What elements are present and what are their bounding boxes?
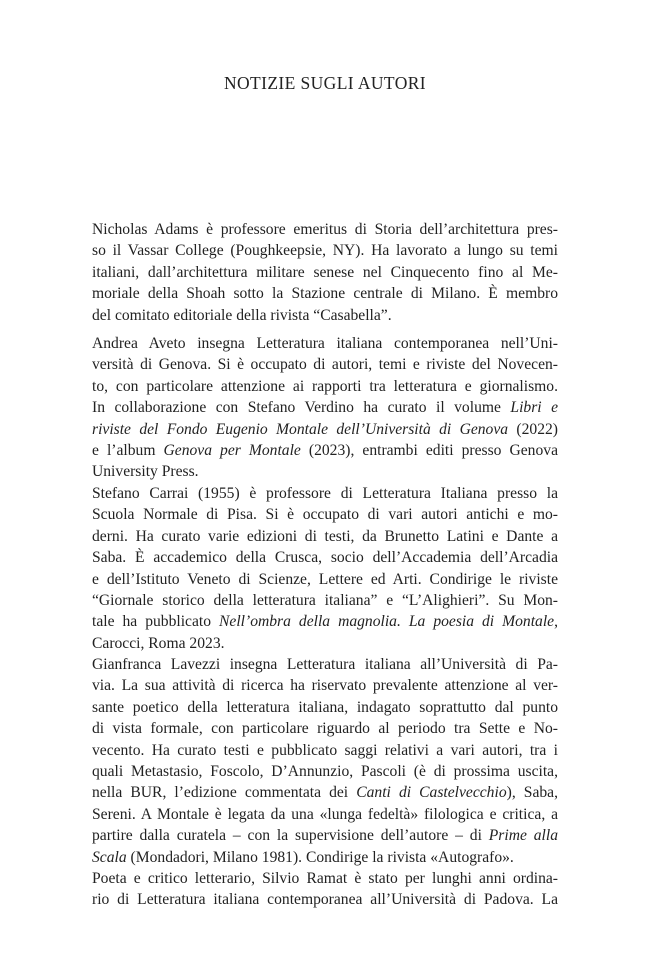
author-bio-lavezzi <box>92 654 558 868</box>
bio-line: e dell’Istituto Veneto di Scienze, Lettere ed Arti. Condirige le riviste <box>92 570 558 588</box>
bio-line: Stefano Carrai (1955) è professore di Letteratura Italiana presso la <box>92 485 558 502</box>
bio-line: via. La sua attività di ricerca ha riservato prevalente attenzione al ver- <box>92 677 558 695</box>
book-title: Canti di Castelvecchio <box>356 784 507 802</box>
bio-line: Scuola Normale di Pisa. Si è occupato di vari autori antichi e mo- <box>92 506 558 524</box>
bio-line <box>92 825 558 846</box>
bio-line: Gianfranca Lavezzi insegna Letteratura italiana all’Università di Pa- <box>92 656 558 673</box>
book-title: Libri e <box>510 399 558 417</box>
bio-line: to, con particolare attenzione ai rapporti tra letteratura e giornalismo. <box>92 377 558 395</box>
author-bio-carrai <box>92 483 558 654</box>
bio-line: University Press. <box>92 463 199 481</box>
bio-text: In collaborazione con Stefano Verdino ha curato il volume <box>92 399 511 417</box>
bio-line <box>92 419 558 440</box>
bio-text: (2022) <box>508 420 558 438</box>
bio-line <box>92 847 558 868</box>
page-title: NOTIZIE SUGLI AUTORI <box>223 73 427 93</box>
bio-text: ), Saba, <box>506 784 558 802</box>
bio-text: nella BUR, l’edizione commentata dei <box>92 784 357 802</box>
bio-line <box>92 611 558 632</box>
bio-line: Nicholas Adams è professore emeritus di Storia dell’architettura pres- <box>92 221 558 238</box>
book-title: Prime alla <box>488 827 558 845</box>
bio-text: (2023), entrambi editi presso Genova <box>300 441 558 459</box>
bio-line: sante poetico della letteratura italiana, indagato soprattutto dal punto <box>92 698 558 716</box>
bio-line: so il Vassar College (Poughkeepsie, NY). Ha lavorato a lungo su temi <box>92 242 558 260</box>
bio-line: moriale della Shoah sotto la Stazione centrale di Milano. È membro <box>92 285 558 303</box>
bio-text: , <box>554 613 559 631</box>
bio-line: vecento. Ha curato testi e pubblicato saggi relativi a vari autori, tra i <box>92 741 558 759</box>
bio-line: del comitato editoriale della rivista “Casabella”. <box>92 306 392 324</box>
bio-text: (Mondadori, Milano 1981). Condirige la rivista «Autografo». <box>126 848 514 866</box>
book-title: Nell’ombra della magnolia. La poesia di Montale <box>219 613 555 631</box>
bio-text: tale ha pubblicato <box>92 613 220 631</box>
bio-text: e l’album <box>92 441 164 459</box>
author-bio-adams <box>92 219 558 326</box>
bio-line: “Giornale storico della letteratura italiana” e “L’Alighieri”. Su Mon- <box>92 591 558 609</box>
book-title: Scala <box>92 848 127 866</box>
author-bio-aveto <box>92 333 558 483</box>
book-title: riviste del Fondo Eugenio Montale dell’Università di Genova <box>92 420 509 438</box>
author-bio-ramat <box>92 868 558 911</box>
bio-line <box>92 440 558 461</box>
book-title: Genova per Montale <box>163 441 301 459</box>
bio-line: derni. Ha curato varie edizioni di testi, da Brunetto Latini e Dante a <box>92 527 558 545</box>
bio-line: Andrea Aveto insegna Letteratura italiana contemporanea nell’Uni- <box>92 335 558 352</box>
bio-line: quali Metastasio, Foscolo, D’Annunzio, Pascoli (è di prossima uscita, <box>92 762 558 780</box>
bio-line: Sereni. A Montale è legata da una «lunga fedeltà» filologica e critica, a <box>92 805 558 823</box>
bio-line: rio di Letteratura italiana contemporanea all’Università di Padova. La <box>92 891 558 909</box>
bio-line: di vista formale, con particolare riguardo al periodo tra Sette e No- <box>92 720 558 738</box>
bio-line <box>92 782 558 803</box>
bio-line <box>92 397 558 418</box>
bio-line: italiani, dall’architettura militare senese nel Cinquecento fino al Me- <box>92 263 558 281</box>
bio-line: Poeta e critico letterario, Silvio Ramat è stato per lunghi anni ordina- <box>92 870 558 887</box>
bio-text: partire dalla curatela – con la supervisione dell’autore – di <box>92 827 489 845</box>
bio-line: Saba. È accademico della Crusca, socio dell’Accademia dell’Arcadia <box>92 549 558 567</box>
bio-line: Carocci, Roma 2023. <box>92 634 225 652</box>
bio-line: versità di Genova. Si è occupato di autori, temi e riviste del Novecen- <box>92 356 558 374</box>
